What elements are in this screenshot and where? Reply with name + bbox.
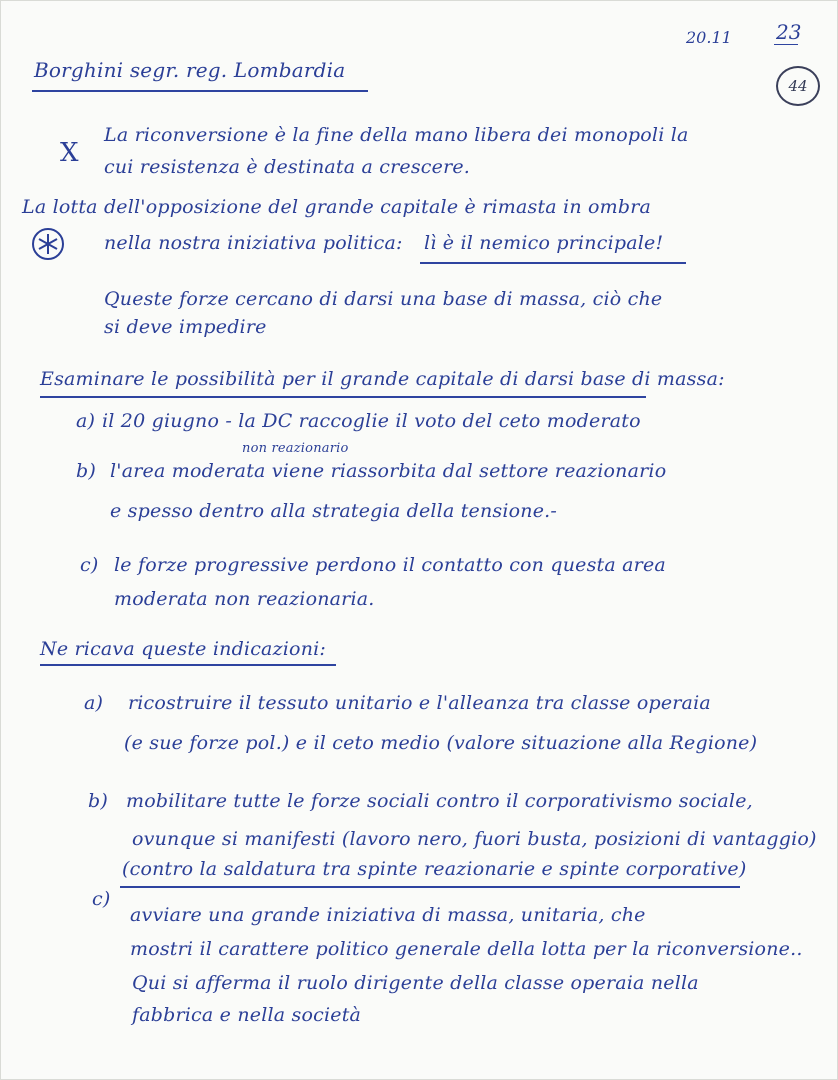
page-title: Borghini segr. reg. Lombardia: [34, 58, 346, 82]
section1-heading: Esaminare le possibilità per il grande capitale di darsi base di massa:: [40, 368, 725, 390]
s2-item-c-line1: avviare una grande iniziativa di massa, unitaria, che: [130, 904, 646, 926]
s1-item-b-label: b): [76, 460, 96, 482]
s2-item-b-label: b): [88, 790, 108, 812]
section1-heading-underline: [40, 396, 646, 398]
corporativismo-underline: [120, 886, 740, 888]
s1-item-c-label: c): [80, 554, 99, 576]
s1-item-b-insert: non reazionario: [242, 441, 349, 456]
title-underline: [32, 90, 368, 92]
s1-item-a-line1: il 20 giugno - la DC raccoglie il voto del ceto moderato: [102, 410, 641, 432]
s2-item-c-line4: fabbrica e nella società: [132, 1004, 362, 1026]
s1-item-a-label: a): [76, 410, 96, 432]
s2-item-c-label: c): [92, 888, 111, 910]
circled-number: 44: [776, 66, 820, 106]
date: 20.11: [686, 28, 732, 47]
s1-item-b-line1: l'area moderata viene riassorbita dal settore reazionario: [110, 460, 667, 482]
block3-line1: Queste forze cercano di darsi una base di massa, ciò che: [104, 288, 663, 310]
block2-line1: La lotta dell'opposizione del grande capitale è rimasta in ombra: [22, 196, 652, 218]
block1-line2: cui resistenza è destinata a crescere.: [104, 156, 471, 178]
s1-item-c-line1: le forze progressive perdono il contatto con questa area: [114, 554, 666, 576]
s2-item-a-line2: (e sue forze pol.) e il ceto medio (valore situazione alla Regione): [124, 732, 758, 754]
x-mark: X: [60, 138, 79, 168]
s2-item-a-line1: ricostruire il tessuto unitario e l'alleanza tra classe operaia: [128, 692, 711, 714]
section2-heading-underline: [40, 664, 336, 666]
block3-line2: si deve impedire: [104, 316, 267, 338]
block2-line2a: nella nostra iniziativa politica:: [104, 232, 403, 254]
s2-item-b-line3: (contro la saldatura tra spinte reazionarie e spinte corporative): [122, 858, 747, 880]
s2-item-a-label: a): [84, 692, 104, 714]
s1-item-c-line2: moderata non reazionaria.: [114, 588, 375, 610]
s2-item-b-line1: mobilitare tutte le forze sociali contro il corporativismo sociale,: [126, 790, 753, 812]
block2-line2b: lì è il nemico principale!: [424, 232, 664, 254]
page-number: 23: [776, 20, 802, 44]
block1-line1: La riconversione è la fine della mano libera dei monopoli la: [104, 124, 689, 146]
nemico-underline: [420, 262, 686, 264]
s2-item-b-line2: ovunque si manifesti (lavoro nero, fuori busta, posizioni di vantaggio): [132, 828, 817, 850]
s2-item-c-line3: Qui si afferma il ruolo dirigente della classe operaia nella: [132, 972, 699, 994]
asterisk-circle-icon: [30, 226, 66, 262]
section2-heading: Ne ricava queste indicazioni:: [40, 638, 327, 660]
s2-item-c-line2: mostri il carattere politico generale della lotta per la riconversione..: [130, 938, 803, 960]
page-number-underline: [774, 44, 798, 45]
s1-item-b-line2: e spesso dentro alla strategia della tensione.-: [110, 500, 558, 522]
